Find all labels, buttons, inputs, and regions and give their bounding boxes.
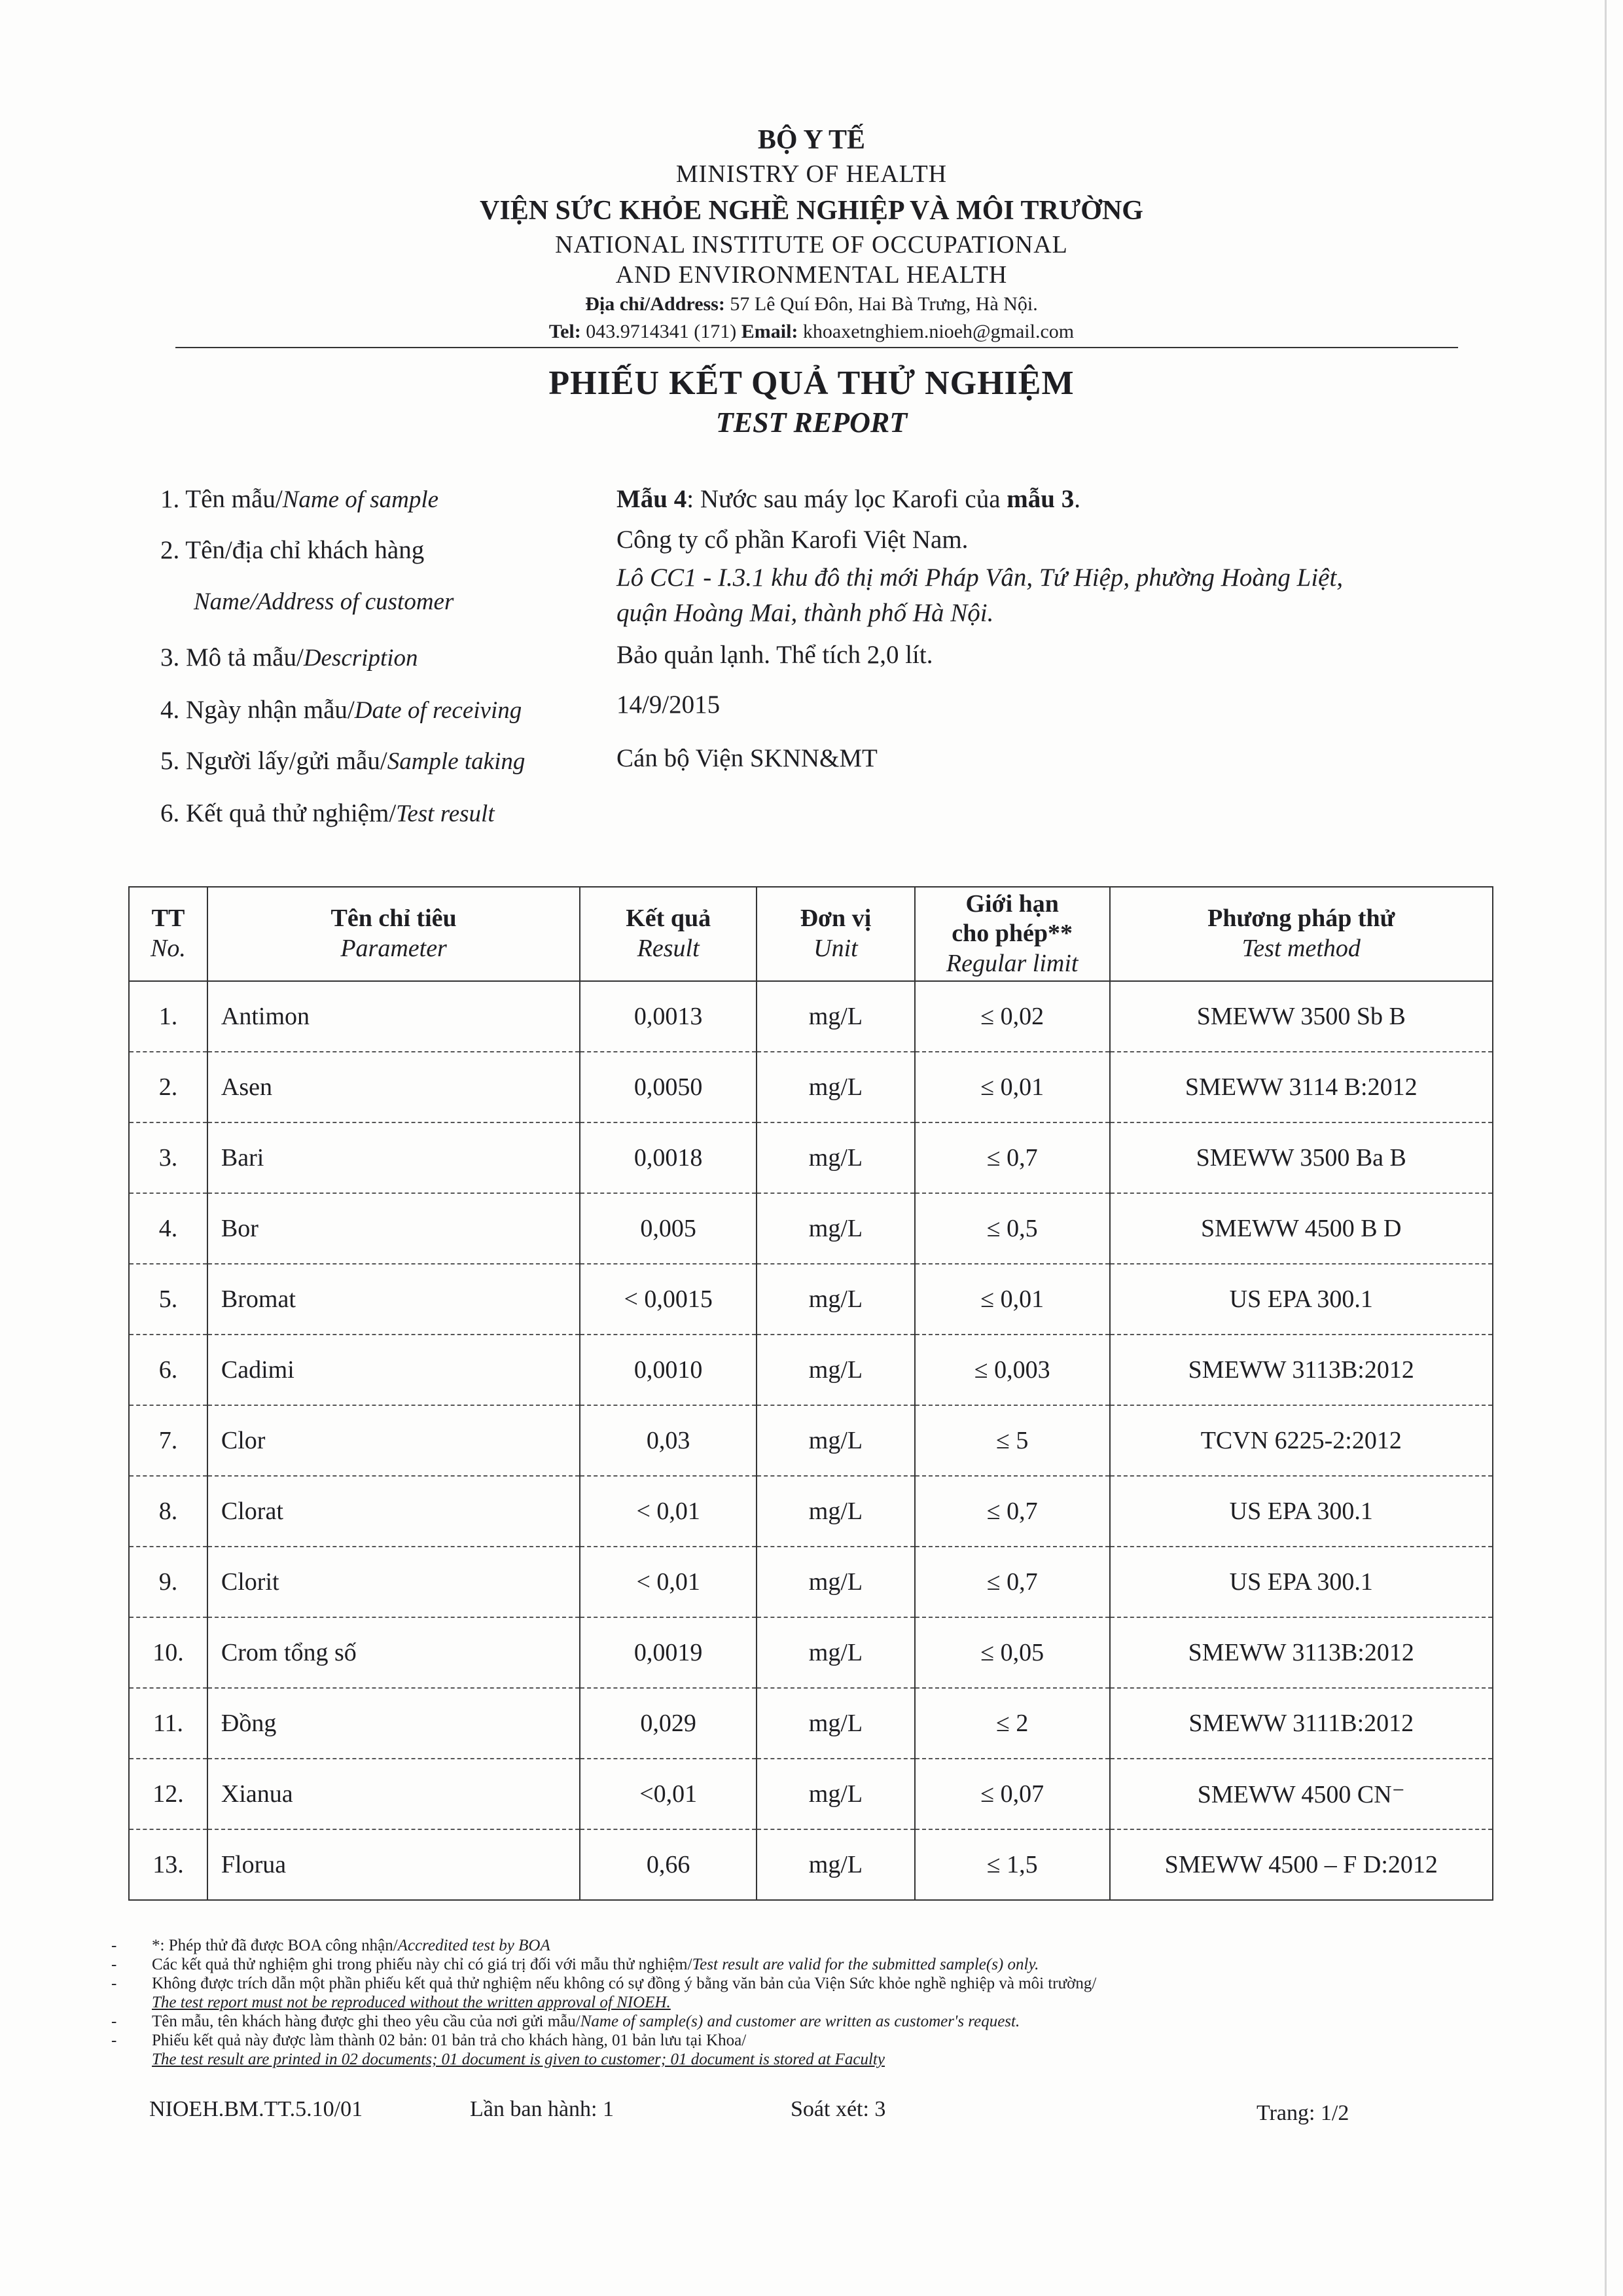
cell-parameter: Đồng xyxy=(207,1688,580,1759)
cell-unit: mg/L xyxy=(757,1264,915,1335)
page-number: Trang: 1/2 xyxy=(1257,2101,1349,2125)
cell-no: 12. xyxy=(129,1759,207,1829)
cell-parameter: Xianua xyxy=(207,1759,580,1829)
header-divider xyxy=(175,347,1458,348)
tel-label: Tel: xyxy=(548,321,581,342)
col-header-unit: Đơn vị Unit xyxy=(757,887,915,981)
cell-result: 0,0019 xyxy=(580,1617,757,1688)
col-header-no: TT No. xyxy=(129,887,207,981)
cell-result: < 0,01 xyxy=(580,1547,757,1617)
address-label: Địa chỉ/Address: xyxy=(585,293,725,315)
tel-value: 043.9714341 (171) xyxy=(586,321,737,342)
cell-result: 0,03 xyxy=(580,1405,757,1476)
cell-result: 0,0013 xyxy=(580,981,757,1052)
table-row xyxy=(129,1829,1493,1900)
results-table xyxy=(128,886,1493,1901)
cell-no: 2. xyxy=(129,1052,207,1122)
cell-parameter: Florua xyxy=(207,1829,580,1900)
cell-result: < 0,0015 xyxy=(580,1264,757,1335)
cell-method: US EPA 300.1 xyxy=(1110,1476,1493,1547)
cell-unit: mg/L xyxy=(757,1688,915,1759)
cell-no: 9. xyxy=(129,1547,207,1617)
cell-method: US EPA 300.1 xyxy=(1110,1547,1493,1617)
cell-result: < 0,01 xyxy=(580,1476,757,1547)
institute-vn: VIỆN SỨC KHỎE NGHỀ NGHIỆP VÀ MÔI TRƯỜNG xyxy=(480,196,1143,226)
cell-limit: ≤ 0,01 xyxy=(915,1052,1110,1122)
cell-unit: mg/L xyxy=(757,1122,915,1193)
cell-result: 0,0010 xyxy=(580,1335,757,1405)
customer-address-line2: quận Hoàng Mai, thành phố Hà Nội. xyxy=(616,599,994,627)
cell-method: SMEWW 3500 Sb B xyxy=(1110,981,1493,1052)
cell-parameter: Cadimi xyxy=(207,1335,580,1405)
cell-method: SMEWW 4500 – F D:2012 xyxy=(1110,1829,1493,1900)
cell-parameter: Bor xyxy=(207,1193,580,1264)
institute-en-line1: NATIONAL INSTITUTE OF OCCUPATIONAL xyxy=(555,231,1068,259)
cell-parameter: Clorat xyxy=(207,1476,580,1547)
info-label-test-result: 6. Kết quả thử nghiệm/Test result xyxy=(160,799,495,827)
cell-unit: mg/L xyxy=(757,1193,915,1264)
review: Soát xét: 3 xyxy=(791,2097,886,2121)
col-header-limit: Giới hạn cho phép** Regular limit xyxy=(915,887,1110,981)
footnote-item: - Các kết quả thử nghiệm ghi trong phiếu này chỉ có giá trị đối với mẫu thử nghiệm/Test result are valid for the submitted sample(s) only. xyxy=(111,1956,1039,1973)
cell-limit: ≤ 0,7 xyxy=(915,1122,1110,1193)
email-label: Email: xyxy=(741,321,798,342)
table-row xyxy=(129,1547,1493,1617)
cell-limit: ≤ 2 xyxy=(915,1688,1110,1759)
cell-limit: ≤ 0,01 xyxy=(915,1264,1110,1335)
cell-no: 3. xyxy=(129,1122,207,1193)
cell-unit: mg/L xyxy=(757,1405,915,1476)
page-edge xyxy=(1605,0,1607,2296)
cell-result: 0,66 xyxy=(580,1829,757,1900)
info-label-customer: 2. Tên/địa chỉ khách hàng xyxy=(160,536,425,564)
cell-limit: ≤ 5 xyxy=(915,1405,1110,1476)
table-row xyxy=(129,1264,1493,1335)
cell-unit: mg/L xyxy=(757,981,915,1052)
table-row xyxy=(129,1193,1493,1264)
form-code: NIOEH.BM.TT.5.10/01 xyxy=(149,2097,363,2121)
report-title: PHIẾU KẾT QUẢ THỬ NGHIỆM xyxy=(548,365,1075,402)
table-header-row xyxy=(129,887,1493,981)
cell-method: TCVN 6225-2:2012 xyxy=(1110,1405,1493,1476)
sample-description: Bảo quản lạnh. Thể tích 2,0 lít. xyxy=(616,641,933,669)
cell-parameter: Antimon xyxy=(207,981,580,1052)
sampler: Cán bộ Viện SKNN&MT xyxy=(616,744,878,772)
cell-no: 13. xyxy=(129,1829,207,1900)
cell-method: SMEWW 3500 Ba B xyxy=(1110,1122,1493,1193)
table-row xyxy=(129,1688,1493,1759)
table-row xyxy=(129,1405,1493,1476)
table-row xyxy=(129,1052,1493,1122)
address-value: 57 Lê Quí Đôn, Hai Bà Trưng, Hà Nội. xyxy=(730,293,1038,315)
cell-unit: mg/L xyxy=(757,1335,915,1405)
cell-parameter: Bromat xyxy=(207,1264,580,1335)
cell-method: SMEWW 3113B:2012 xyxy=(1110,1335,1493,1405)
cell-method: US EPA 300.1 xyxy=(1110,1264,1493,1335)
cell-limit: ≤ 0,7 xyxy=(915,1476,1110,1547)
info-label-sample: 1. Tên mẫu/Name of sample xyxy=(160,485,439,513)
cell-no: 11. xyxy=(129,1688,207,1759)
cell-method: SMEWW 4500 CN⁻ xyxy=(1110,1759,1493,1829)
receive-date: 14/9/2015 xyxy=(616,691,721,719)
cell-no: 10. xyxy=(129,1617,207,1688)
table-row xyxy=(129,1122,1493,1193)
cell-result: 0,0018 xyxy=(580,1122,757,1193)
footnote-item: - Không được trích dẫn một phần phiếu kết quả thử nghiệm nếu không có sự đồng ý bằng văn bản của Viện Sức khỏe nghề nghiệp và môi trường/ The test report must not be reproduced without the written approval of NIOEH. xyxy=(111,1975,1097,2011)
info-label-sample-taking: 5. Người lấy/gửi mẫu/Sample taking xyxy=(160,747,526,775)
contact-line xyxy=(0,321,1623,343)
cell-unit: mg/L xyxy=(757,1617,915,1688)
cell-no: 7. xyxy=(129,1405,207,1476)
cell-result: 0,005 xyxy=(580,1193,757,1264)
cell-no: 8. xyxy=(129,1476,207,1547)
cell-limit: ≤ 0,05 xyxy=(915,1617,1110,1688)
email-value: khoaxetnghiem.nioeh@gmail.com xyxy=(802,321,1075,342)
cell-unit: mg/L xyxy=(757,1052,915,1122)
cell-limit: ≤ 0,003 xyxy=(915,1335,1110,1405)
cell-limit: ≤ 0,5 xyxy=(915,1193,1110,1264)
customer-address-line1: Lô CC1 - I.3.1 khu đô thị mới Pháp Vân, Tứ Hiệp, phường Hoàng Liệt, xyxy=(616,564,1344,592)
ministry-en: MINISTRY OF HEALTH xyxy=(675,160,948,188)
cell-method: SMEWW 4500 B D xyxy=(1110,1193,1493,1264)
cell-limit: ≤ 0,02 xyxy=(915,981,1110,1052)
cell-limit: ≤ 0,7 xyxy=(915,1547,1110,1617)
cell-method: SMEWW 3113B:2012 xyxy=(1110,1617,1493,1688)
edition: Lần ban hành: 1 xyxy=(470,2097,614,2121)
table-row xyxy=(129,981,1493,1052)
customer-name: Công ty cổ phần Karofi Việt Nam. xyxy=(616,526,969,554)
cell-parameter: Clor xyxy=(207,1405,580,1476)
table-row xyxy=(129,1476,1493,1547)
table-row xyxy=(129,1617,1493,1688)
info-label-customer-en: Name/Address of customer xyxy=(194,588,454,615)
cell-no: 5. xyxy=(129,1264,207,1335)
cell-no: 1. xyxy=(129,981,207,1052)
footnote-item: - Phiếu kết quả này được làm thành 02 bản: 01 bản trả cho khách hàng, 01 bản lưu tại Khoa/ The test result are printed in 02 documents; 01 document is given to customer; 01 document is stored at Faculty xyxy=(111,2032,885,2068)
cell-parameter: Crom tổng số xyxy=(207,1617,580,1688)
cell-no: 6. xyxy=(129,1335,207,1405)
col-header-result: Kết quả Result xyxy=(580,887,757,981)
footnote-item: - Tên mẫu, tên khách hàng được ghi theo yêu cầu của nơi gửi mẫu/Name of sample(s) and customer are written as customer's request. xyxy=(111,2013,1020,2030)
cell-method: SMEWW 3114 B:2012 xyxy=(1110,1052,1493,1122)
footnotes xyxy=(111,1936,1096,2069)
cell-unit: mg/L xyxy=(757,1759,915,1829)
footnote-item: - *: Phép thử đã được BOA công nhận/Accredited test by BOA xyxy=(111,1937,550,1954)
cell-parameter: Clorit xyxy=(207,1547,580,1617)
cell-result: <0,01 xyxy=(580,1759,757,1829)
cell-limit: ≤ 0,07 xyxy=(915,1759,1110,1829)
cell-no: 4. xyxy=(129,1193,207,1264)
table-row xyxy=(129,1759,1493,1829)
cell-result: 0,029 xyxy=(580,1688,757,1759)
col-header-method: Phương pháp thử Test method xyxy=(1110,887,1493,981)
cell-unit: mg/L xyxy=(757,1829,915,1900)
cell-result: 0,0050 xyxy=(580,1052,757,1122)
cell-limit: ≤ 1,5 xyxy=(915,1829,1110,1900)
report-subtitle: TEST REPORT xyxy=(715,406,908,439)
address-line xyxy=(0,293,1623,315)
cell-parameter: Asen xyxy=(207,1052,580,1122)
cell-unit: mg/L xyxy=(757,1547,915,1617)
cell-parameter: Bari xyxy=(207,1122,580,1193)
sample-name: Mẫu 4: Nước sau máy lọc Karofi của mẫu 3. xyxy=(616,485,1080,513)
institute-en-line2: AND ENVIRONMENTAL HEALTH xyxy=(615,261,1008,289)
info-label-description: 3. Mô tả mẫu/Description xyxy=(160,643,418,672)
info-label-date: 4. Ngày nhận mẫu/Date of receiving xyxy=(160,696,522,724)
table-row xyxy=(129,1335,1493,1405)
cell-unit: mg/L xyxy=(757,1476,915,1547)
cell-method: SMEWW 3111B:2012 xyxy=(1110,1688,1493,1759)
ministry-vn: BỘ Y TẾ xyxy=(757,125,866,155)
col-header-parameter: Tên chỉ tiêu Parameter xyxy=(207,887,580,981)
